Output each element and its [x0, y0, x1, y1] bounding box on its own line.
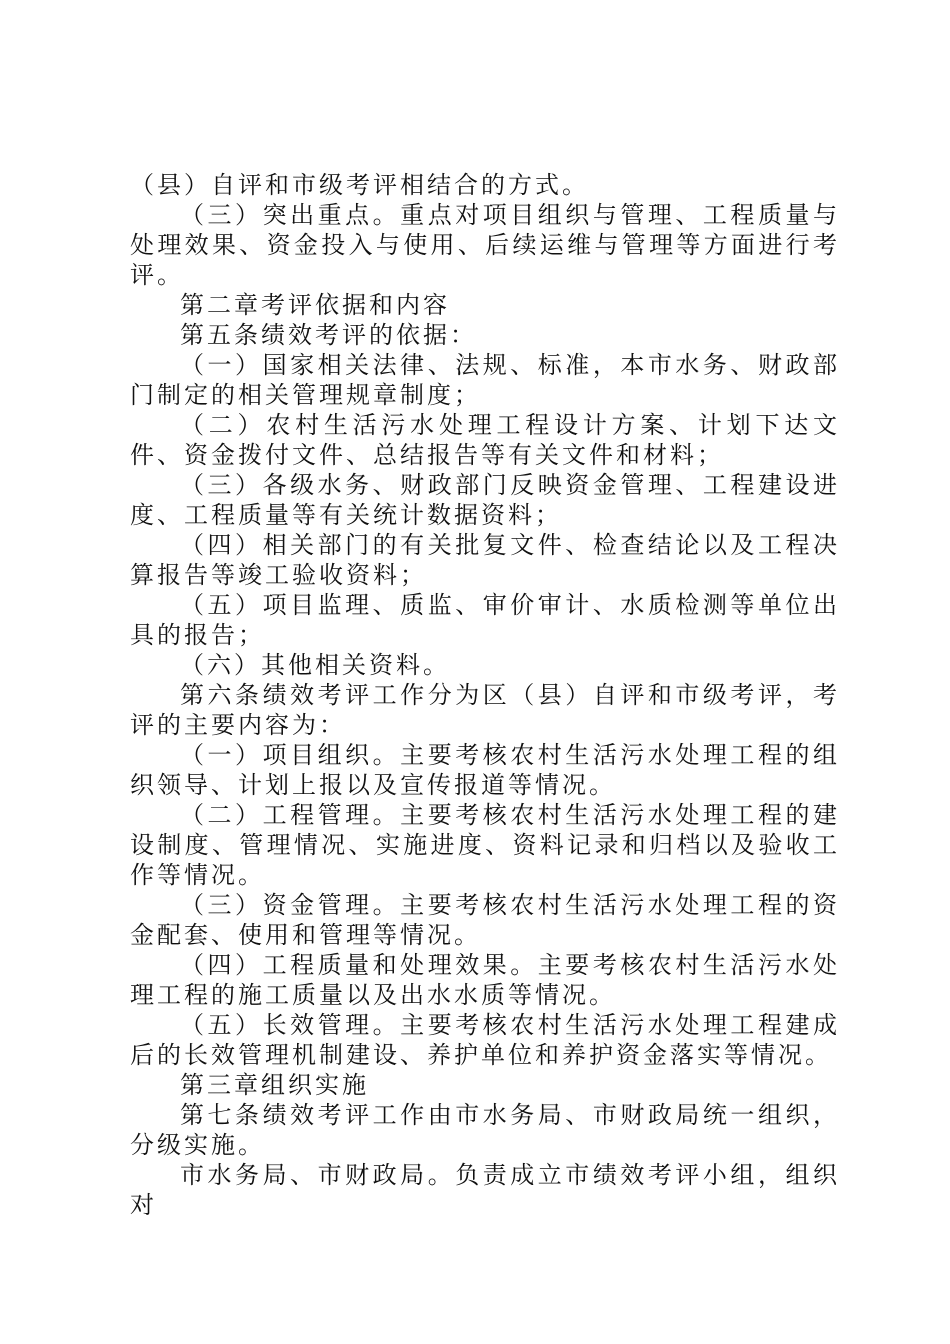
basis-item-5: （五）项目监理、质监、审价审计、水质检测等单位出具的报告； [130, 591, 840, 649]
document-body [130, 170, 840, 1220]
paragraph-continuation: （县）自评和市级考评相结合的方式。 [130, 171, 589, 199]
content-item-2: （二）工程管理。主要考核农村生活污水处理工程的建设制度、管理情况、实施进度、资料记录和归档以及验收工作等情况。 [130, 801, 840, 889]
basis-item-2: （二）农村生活污水处理工程设计方案、计划下达文件、资金拨付文件、总结报告等有关文件和材料； [130, 411, 840, 469]
paragraph-highlight-focus: （三）突出重点。重点对项目组织与管理、工程质量与处理效果、资金投入与使用、后续运维与管理等方面进行考评。 [130, 201, 840, 289]
article-5-heading: 第五条绩效考评的依据： [180, 321, 477, 349]
content-item-4: （四）工程质量和处理效果。主要考核农村生活污水处理工程的施工质量以及出水水质等情况。 [130, 951, 840, 1009]
basis-item-4: （四）相关部门的有关批复文件、检查结论以及工程决算报告等竣工验收资料； [130, 531, 840, 589]
chapter-heading-3: 第三章组织实施 [180, 1071, 369, 1099]
basis-item-6: （六）其他相关资料。 [180, 651, 450, 679]
basis-item-3: （三）各级水务、财政部门反映资金管理、工程建设进度、工程质量等有关统计数据资料； [130, 471, 840, 529]
chapter-heading-2: 第二章考评依据和内容 [180, 291, 450, 319]
bureau-responsibility-paragraph: 市水务局、市财政局。负责成立市绩效考评小组，组织对 [130, 1161, 840, 1219]
content-item-1: （一）项目组织。主要考核农村生活污水处理工程的组织领导、计划上报以及宣传报道等情况。 [130, 741, 840, 799]
content-item-5: （五）长效管理。主要考核农村生活污水处理工程建成后的长效管理机制建设、养护单位和养护资金落实等情况。 [130, 1011, 840, 1069]
content-item-3: （三）资金管理。主要考核农村生活污水处理工程的资金配套、使用和管理等情况。 [130, 891, 840, 949]
article-7-paragraph: 第七条绩效考评工作由市水务局、市财政局统一组织，分级实施。 [130, 1101, 840, 1159]
basis-item-1: （一）国家相关法律、法规、标准，本市水务、财政部门制定的相关管理规章制度； [130, 351, 840, 409]
article-6-paragraph: 第六条绩效考评工作分为区（县）自评和市级考评，考评的主要内容为： [130, 681, 840, 739]
